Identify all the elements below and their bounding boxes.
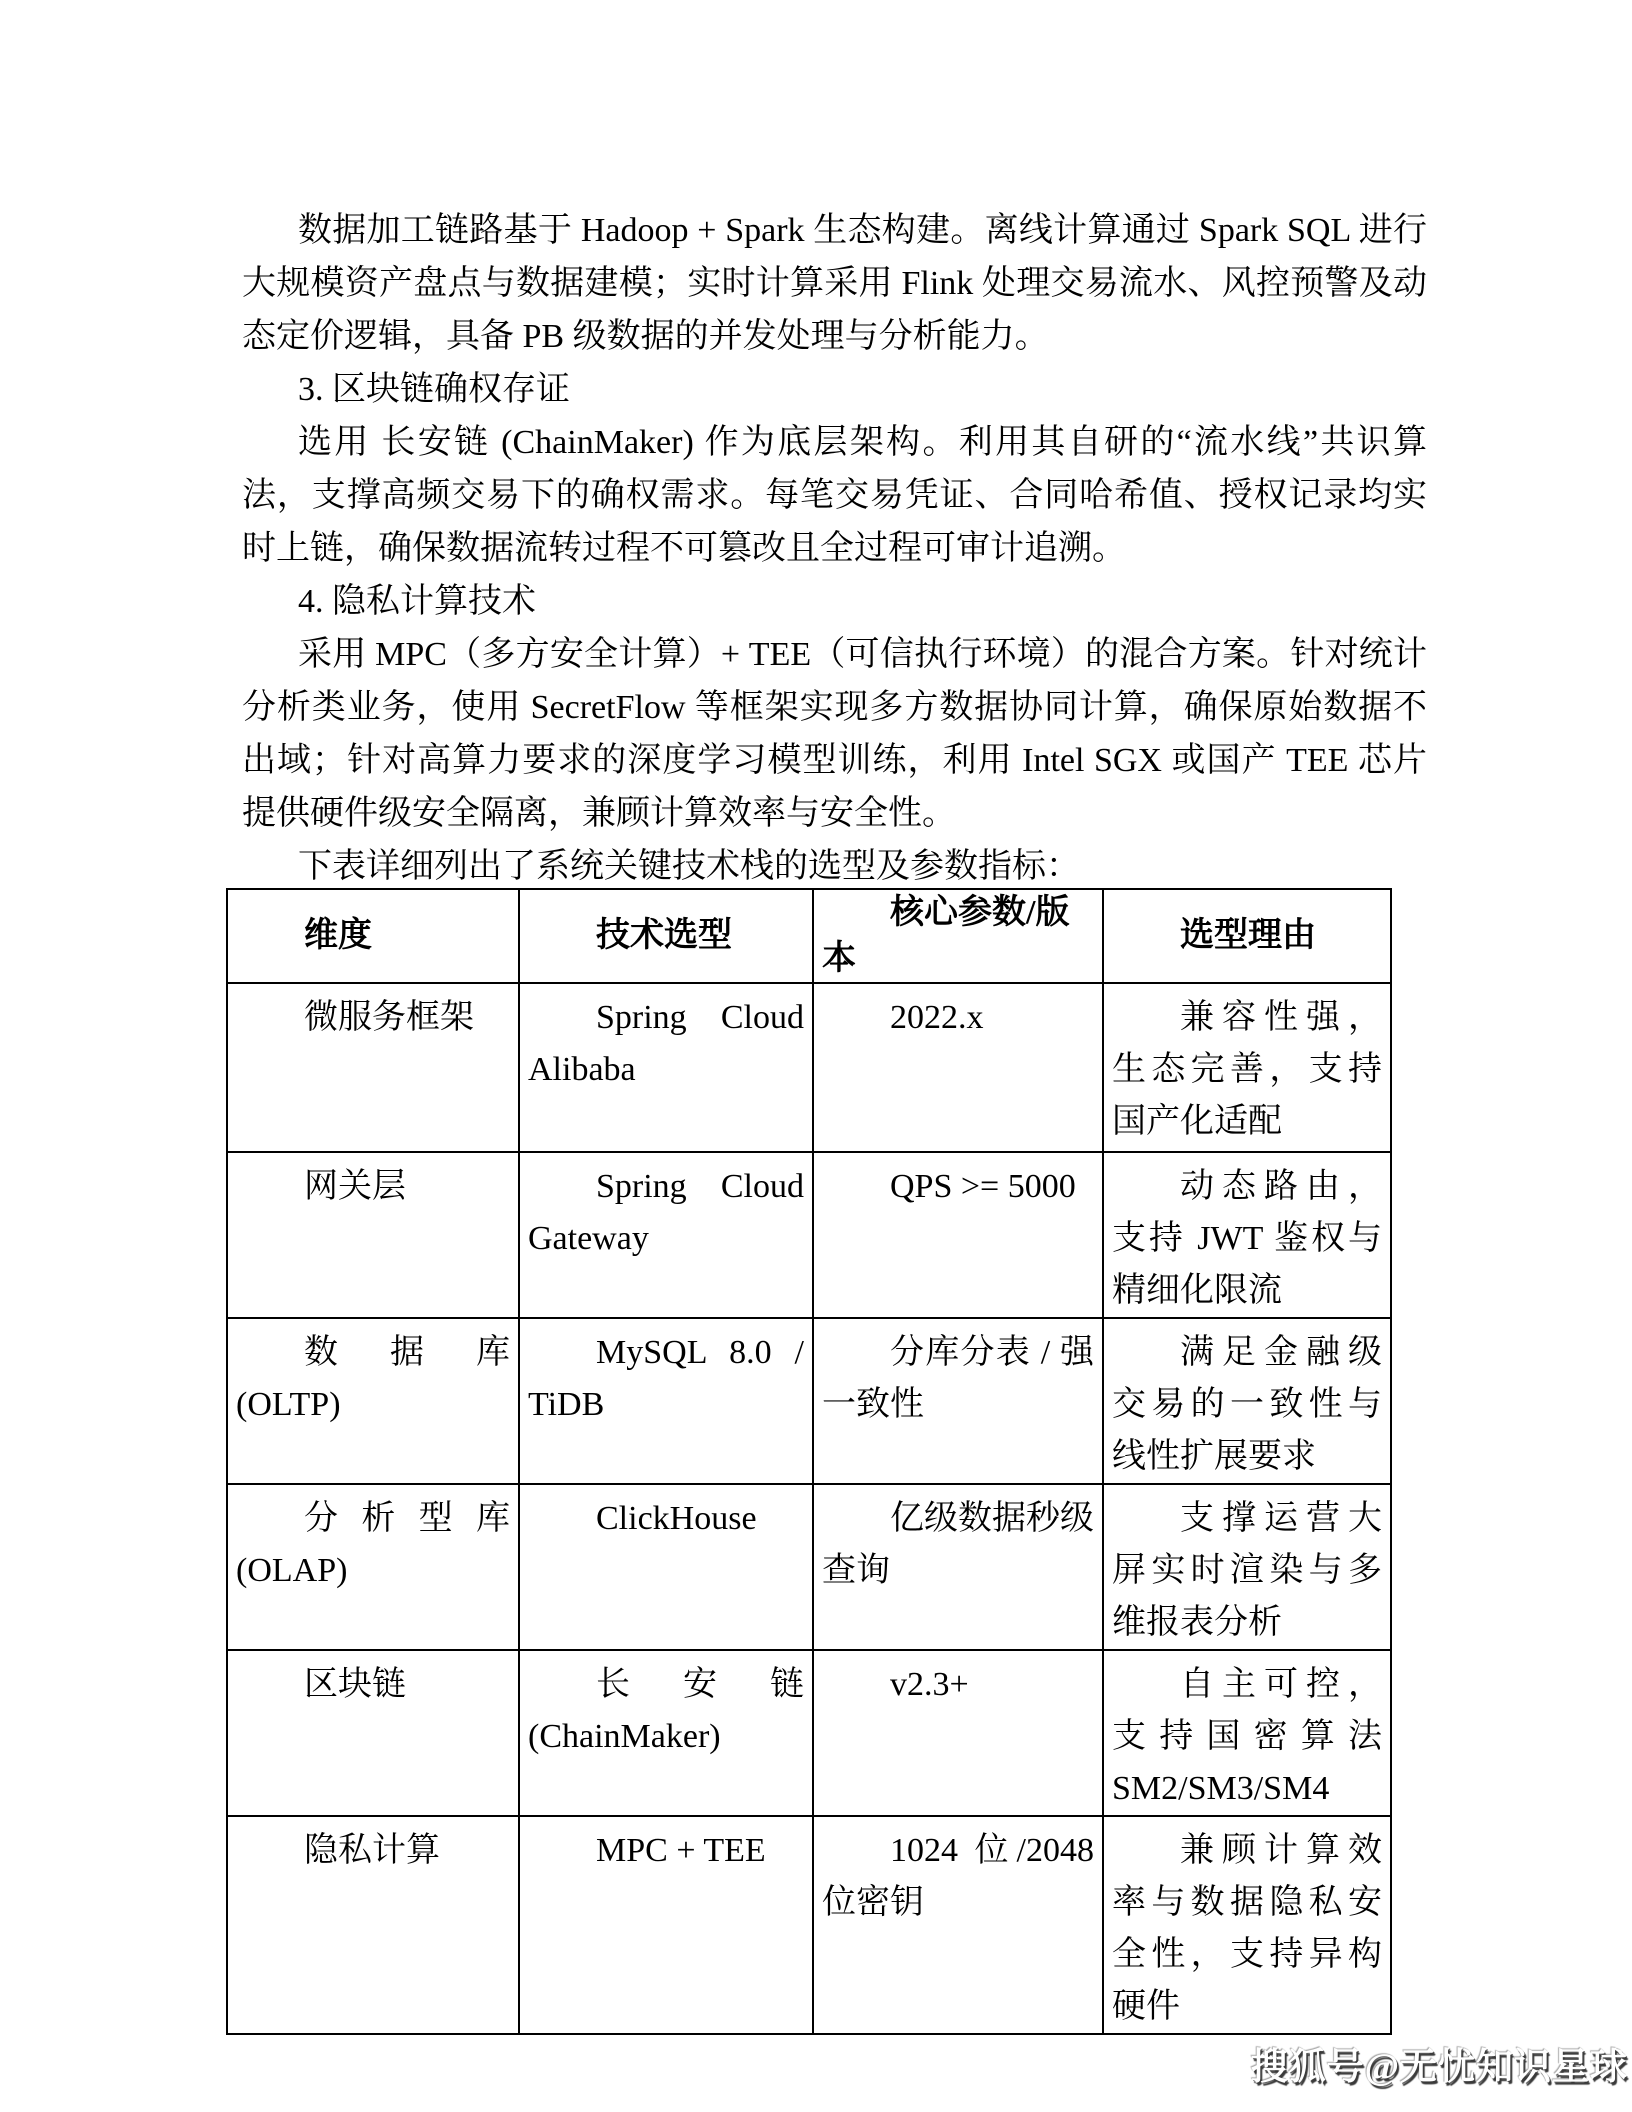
paragraph-data-pipeline: 数据加工链路基于 Hadoop + Spark 生态构建。离线计算通过 Spark SQL 进行大规模资产盘点与数据建模；实时计算采用 Flink 处理交易流水、风控预警及动态定价逻辑，具备 PB 级数据的并发处理与分析能力。	[242, 212, 1427, 355]
heading-blockchain-section: 3. 区块链确权存证	[298, 371, 570, 408]
cell-tech-choice: 长安链 (ChainMaker)	[519, 1650, 813, 1816]
cell-core-params: v2.3+	[813, 1650, 1103, 1816]
cell-reason: 自主可控，支持国密算法 SM2/SM3/SM4	[1103, 1650, 1391, 1816]
cell-tech-choice: Spring Cloud Gateway	[519, 1152, 813, 1318]
tech-stack-table	[226, 888, 1392, 2035]
cell-core-params: 1024 位/2048 位密钥	[813, 1816, 1103, 2034]
column-header-reason: 选型理由	[1103, 889, 1391, 983]
cell-core-params: 分库分表 / 强一致性	[813, 1318, 1103, 1484]
watermark-sohu-account: 搜狐号@无忧知识星球	[1250, 2047, 1628, 2088]
cell-dimension: 区块链	[227, 1650, 519, 1816]
cell-dimension: 数据库(OLTP)	[227, 1318, 519, 1484]
column-header-tech-choice: 技术选型	[519, 889, 813, 983]
table-row-olap-db	[227, 1484, 1391, 1650]
document-body-text	[242, 204, 1427, 893]
table-header-row	[227, 889, 1391, 983]
cell-reason: 支撑运营大屏实时渲染与多维报表分析	[1103, 1484, 1391, 1650]
column-header-dimension: 维度	[227, 889, 519, 983]
cell-dimension: 网关层	[227, 1152, 519, 1318]
paragraph-table-intro: 下表详细列出了系统关键技术栈的选型及参数指标：	[298, 848, 1080, 885]
cell-tech-choice: MPC + TEE	[519, 1816, 813, 2034]
cell-reason: 动态路由，支持 JWT 鉴权与精细化限流	[1103, 1152, 1391, 1318]
table-row-gateway	[227, 1152, 1391, 1318]
cell-dimension: 微服务框架	[227, 983, 519, 1152]
cell-tech-choice: Spring Cloud Alibaba	[519, 983, 813, 1152]
paragraph-privacy: 采用 MPC（多方安全计算）+ TEE（可信执行环境）的混合方案。针对统计分析类业务，使用 SecretFlow 等框架实现多方数据协同计算，确保原始数据不出域；针对高算力要求的深度学习模型训练，利用 Intel SGX 或国产 TEE 芯片提供硬件级安全隔离，兼顾计算效率与安全性。	[242, 636, 1427, 832]
cell-core-params: QPS >= 5000	[813, 1152, 1103, 1318]
cell-reason: 兼容性强，生态完善，支持国产化适配	[1103, 983, 1391, 1152]
cell-core-params: 2022.x	[813, 983, 1103, 1152]
column-header-core-params: 核心参数/版本	[813, 889, 1103, 983]
table-row-blockchain	[227, 1650, 1391, 1816]
cell-core-params: 亿级数据秒级查询	[813, 1484, 1103, 1650]
table-row-oltp-db	[227, 1318, 1391, 1484]
cell-tech-choice: ClickHouse	[519, 1484, 813, 1650]
paragraph-blockchain: 选用 长安链 (ChainMaker) 作为底层架构。利用其自研的“流水线”共识算法，支撑高频交易下的确权需求。每笔交易凭证、合同哈希值、授权记录均实时上链，确保数据流转过程不可篡改且全过程可审计追溯。	[242, 424, 1427, 567]
cell-tech-choice: MySQL 8.0 / TiDB	[519, 1318, 813, 1484]
cell-dimension: 隐私计算	[227, 1816, 519, 2034]
table-row-microservice	[227, 983, 1391, 1152]
cell-reason: 兼顾计算效率与数据隐私安全性，支持异构硬件	[1103, 1816, 1391, 2034]
heading-privacy-section: 4. 隐私计算技术	[298, 583, 536, 620]
cell-reason: 满足金融级交易的一致性与线性扩展要求	[1103, 1318, 1391, 1484]
cell-dimension: 分析型库(OLAP)	[227, 1484, 519, 1650]
table-row-privacy-computing	[227, 1816, 1391, 2034]
